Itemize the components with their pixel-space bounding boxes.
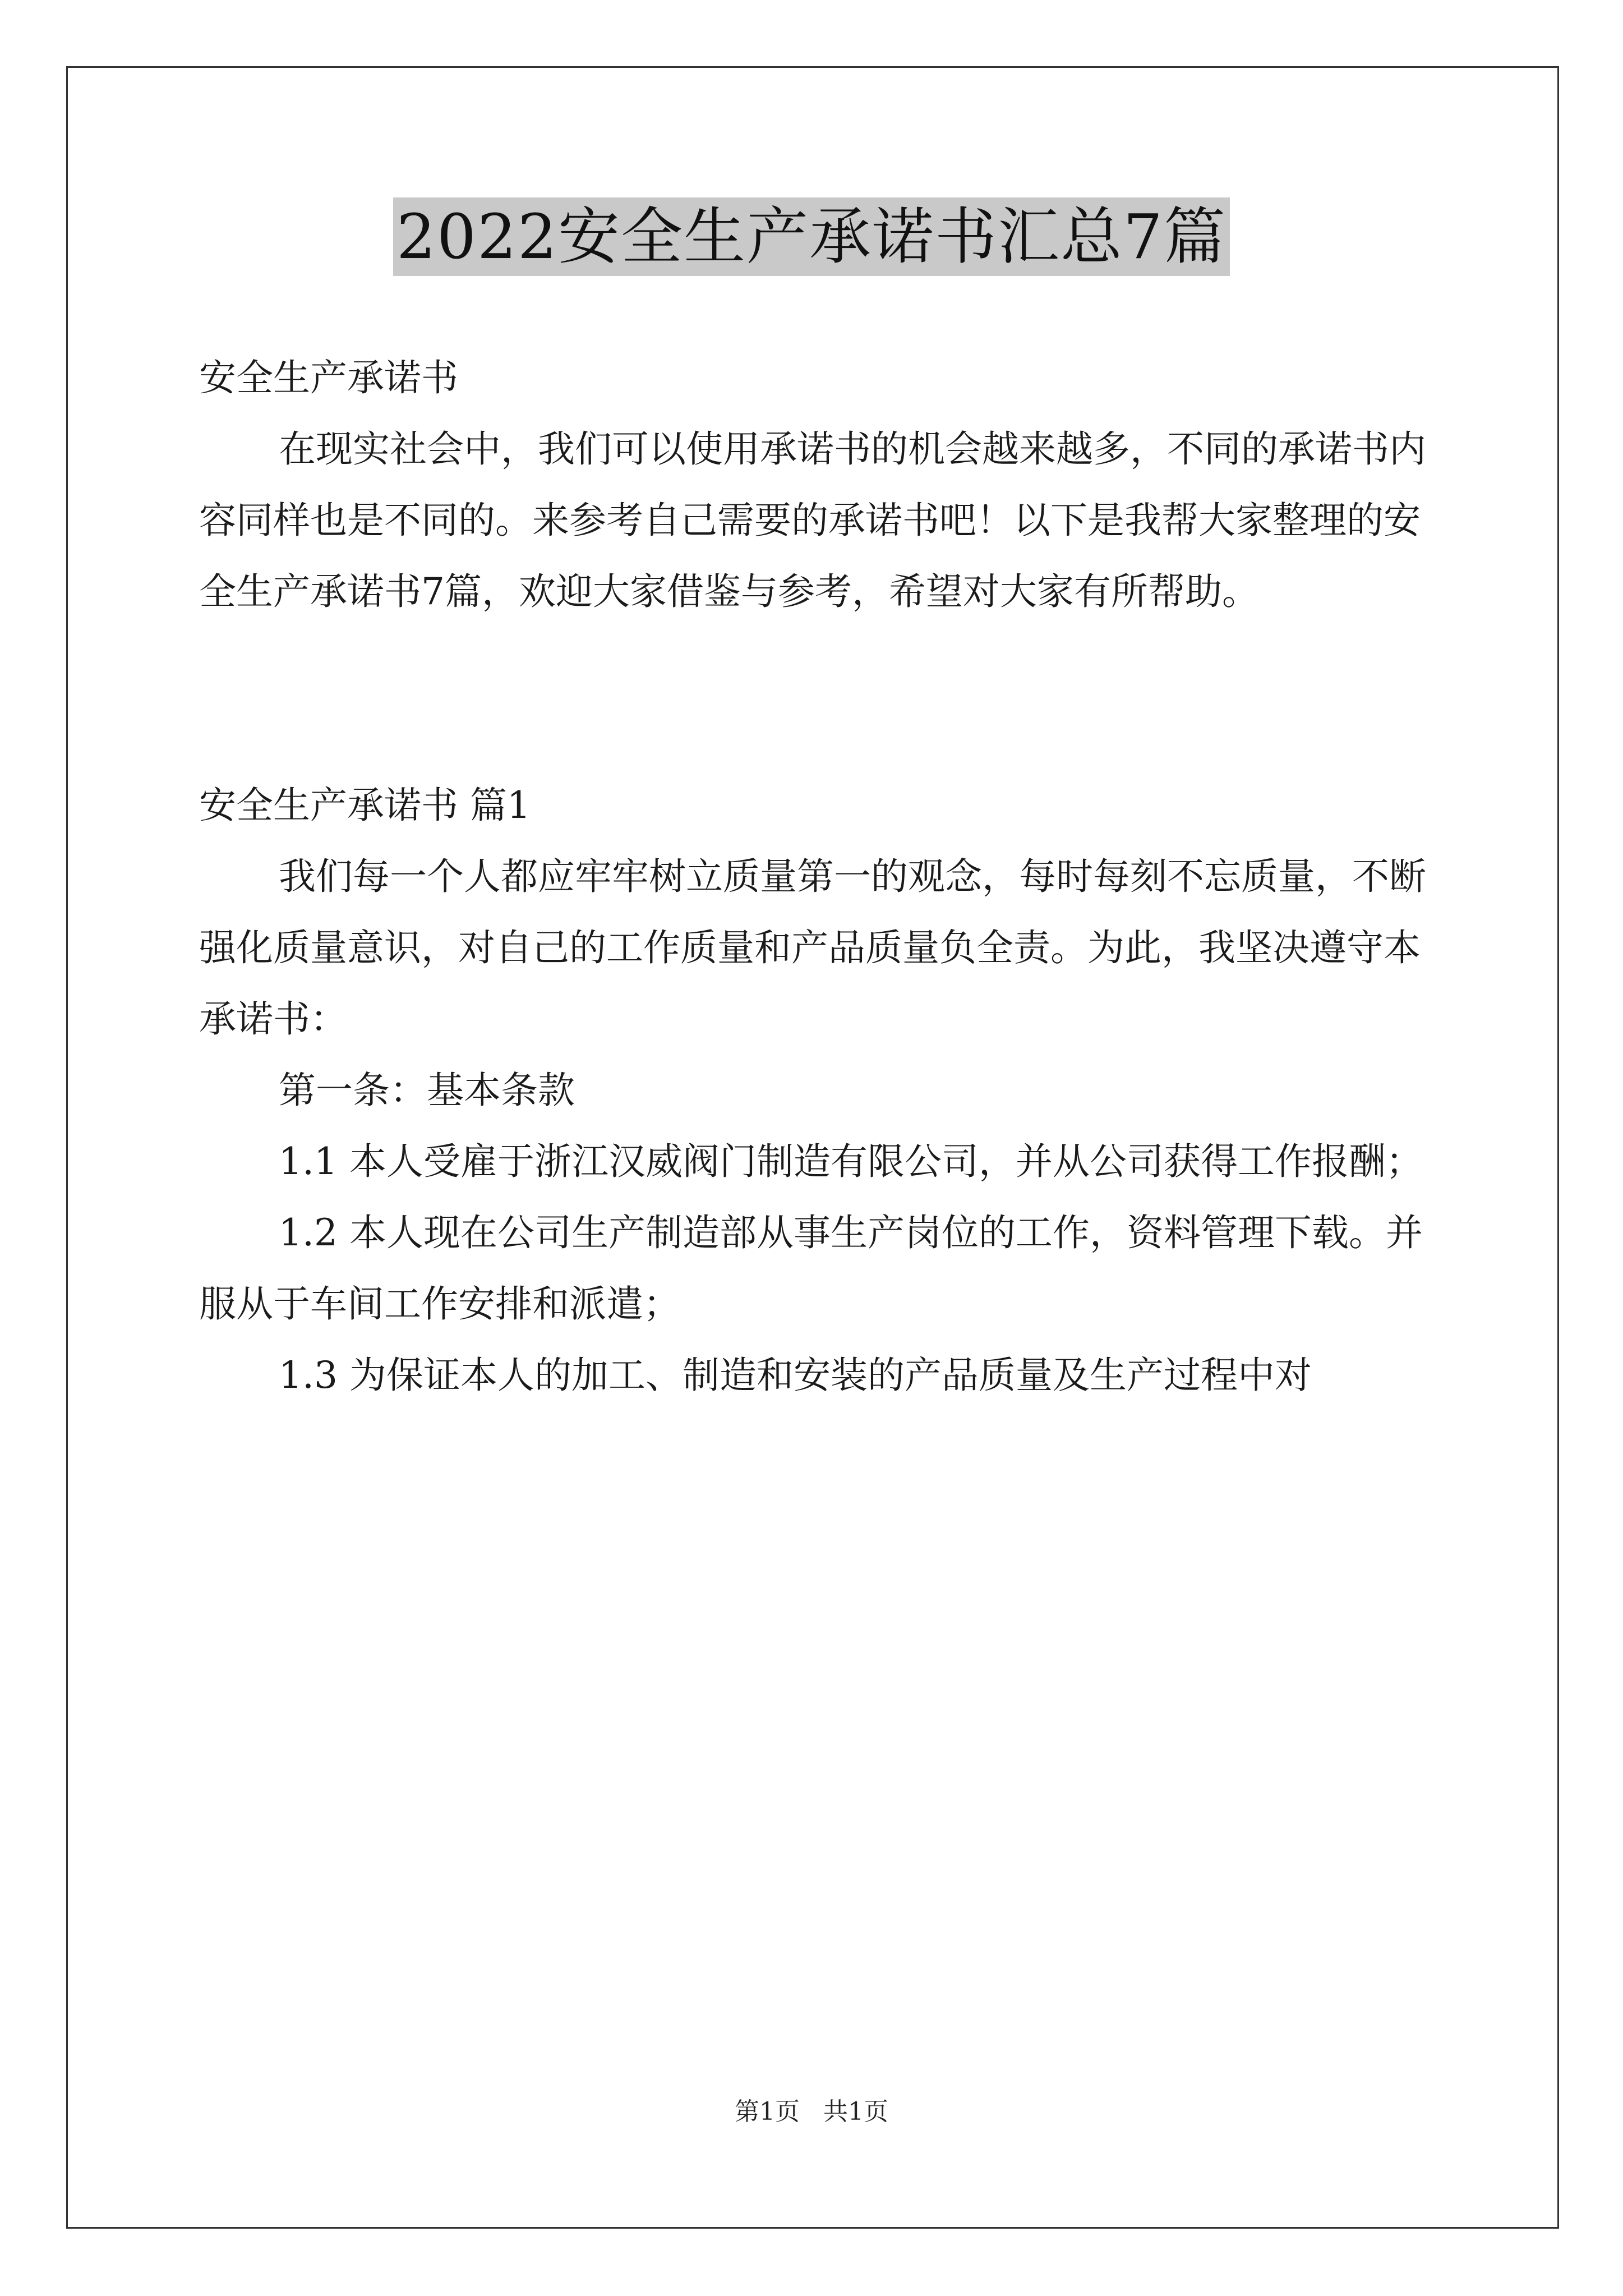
section-heading: 安全生产承诺书 篇1 <box>199 784 531 827</box>
clause-1-2: 1.2 本人现在公司生产制造部从事生产岗位的工作，资料管理下载。并服从于车间工作安排和派遣； <box>199 1211 1423 1326</box>
page-total: 共1页 <box>823 2097 888 2126</box>
section-paragraph: 我们每一个人都应牢牢树立质量第一的观念，每时每刻不忘质量，不断强化质量意识，对自己的工作质量和产品质量负全责。为此，我坚决遵守本承诺书： <box>199 855 1426 1041</box>
intro-paragraph: 在现实社会中，我们可以使用承诺书的机会越来越多，不同的承诺书内容同样也是不同的。来参考自己需要的承诺书吧！以下是我帮大家整理的安全生产承诺书7篇，欢迎大家借鉴与参考，希望对大家有所帮助。 <box>199 427 1426 613</box>
document-body <box>199 342 1427 1411</box>
page-footer <box>0 2091 1623 2127</box>
document-title: 2022安全生产承诺书汇总7篇 <box>393 197 1230 276</box>
page-number: 第1页 <box>735 2097 800 2126</box>
subtitle: 安全生产承诺书 <box>199 356 458 399</box>
article-heading: 第一条：基本条款 <box>279 1069 575 1112</box>
title-container <box>0 197 1623 276</box>
clause-1-1: 1.1 本人受雇于浙江汉威阀门制造有限公司，并从公司获得工作报酬； <box>279 1140 1423 1183</box>
clause-1-3: 1.3 为保证本人的加工、制造和安装的产品质量及生产过程中对 <box>279 1354 1312 1397</box>
